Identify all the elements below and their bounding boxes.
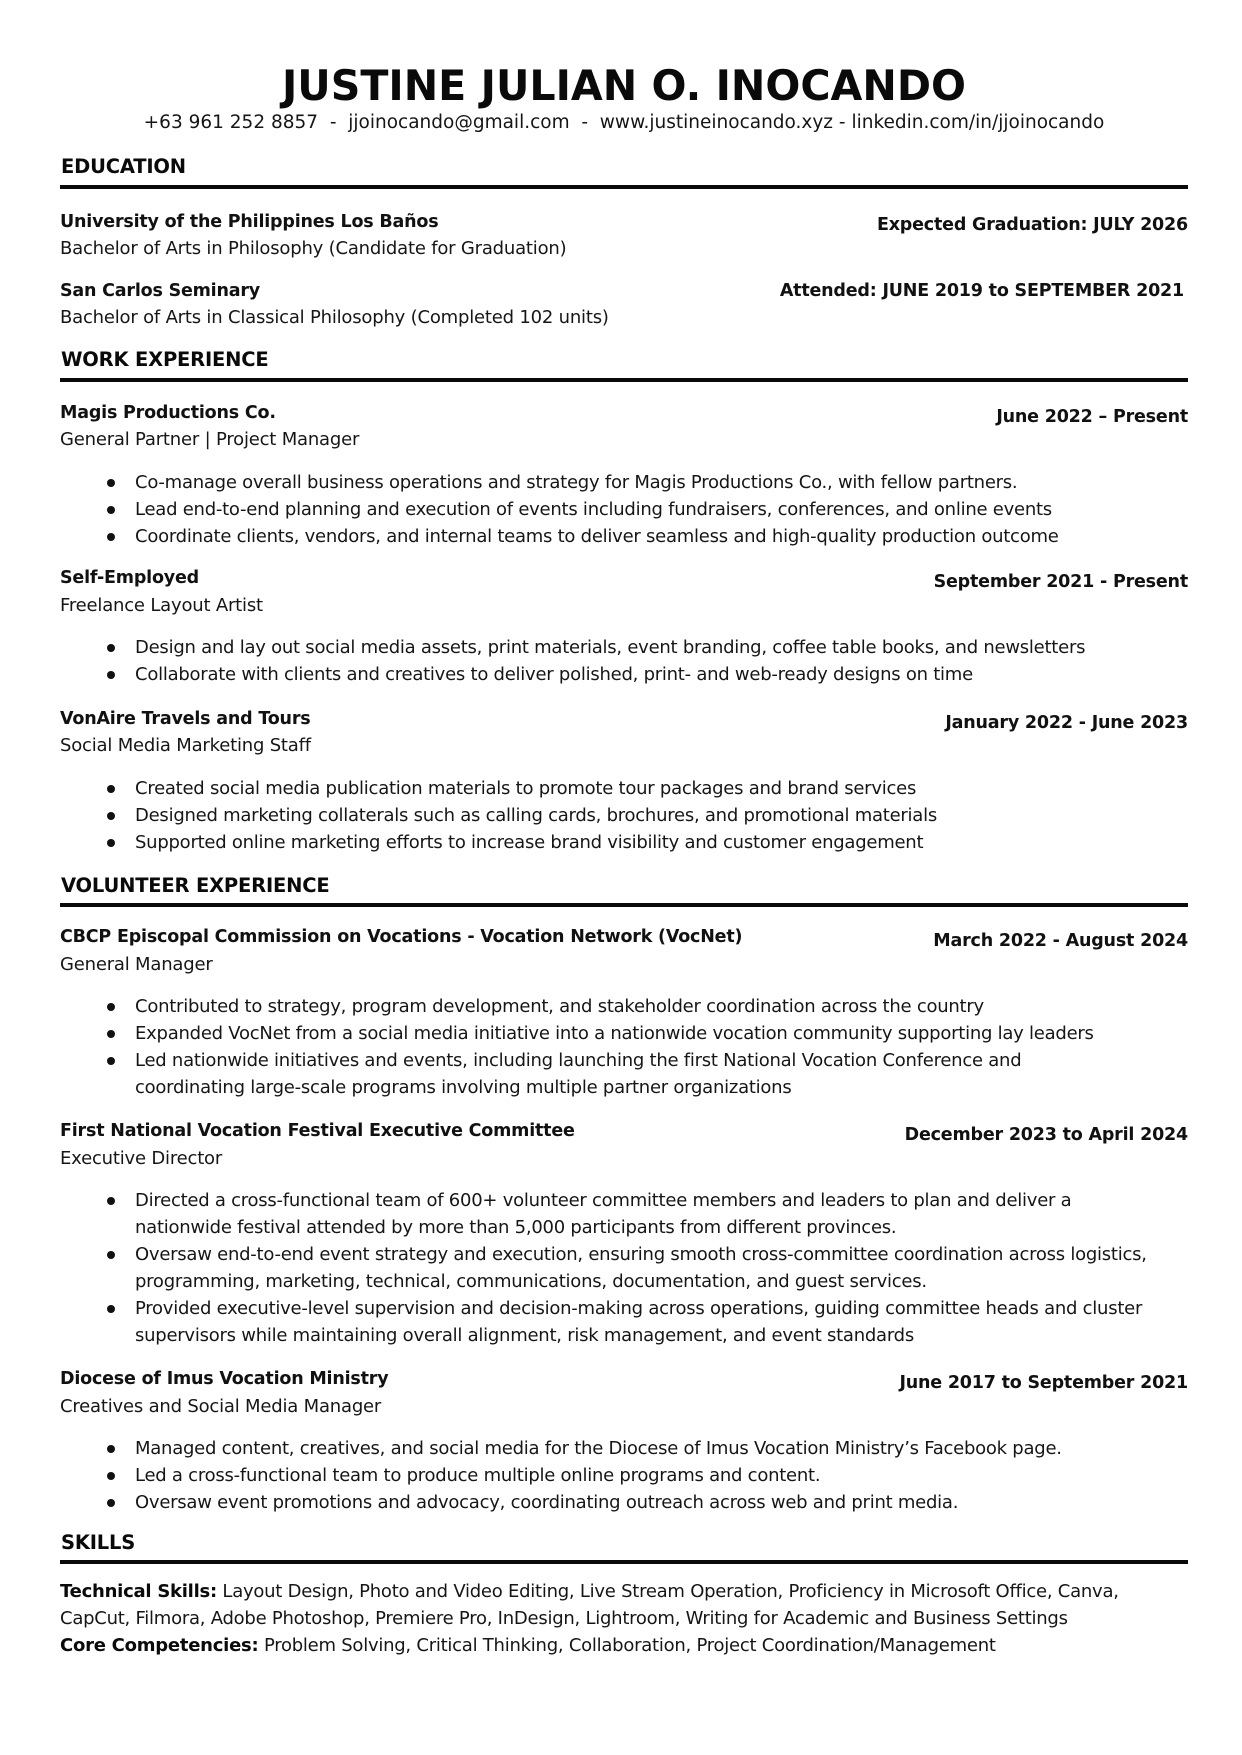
volunteer-org: Diocese of Imus Vocation Ministry: [60, 1369, 389, 1389]
bullet-item: Oversaw end-to-end event strategy and execution, ensuring smooth cross-committee coordination across logistics, programming, marketing, technical, communications, documentation, and guest services.: [107, 1241, 1172, 1295]
bullet-item: Expanded VocNet from a social media initiative into a nationwide vocation community supporting lay leaders: [107, 1020, 1167, 1047]
job-company: Self-Employed: [60, 568, 199, 588]
core-competencies-value: Problem Solving, Critical Thinking, Collaboration, Project Coordination/Management: [263, 1635, 996, 1656]
bullet-item: Led a cross-functional team to produce multiple online programs and content.: [107, 1462, 1167, 1489]
bullet-item: Oversaw event promotions and advocacy, coordinating outreach across web and print media.: [107, 1489, 1167, 1516]
bullet-dot-icon: [107, 506, 115, 514]
job-title: General Partner | Project Manager: [60, 429, 360, 450]
job-company: Magis Productions Co.: [60, 403, 276, 423]
bullet-item: Supported online marketing efforts to increase brand visibility and customer engagement: [107, 829, 1167, 856]
bullet-dot-icon: [107, 1472, 115, 1480]
job-bullets: [107, 775, 1167, 856]
bullet-item: Led nationwide initiatives and events, including launching the first National Vocation Conference and coordinating large-scale programs involving multiple partner organizations: [107, 1047, 1167, 1101]
job-title: Freelance Layout Artist: [60, 595, 263, 616]
bullet-item: Designed marketing collaterals such as calling cards, brochures, and promotional materials: [107, 802, 1167, 829]
education-degree: Bachelor of Arts in Classical Philosophy (Completed 102 units): [60, 307, 609, 328]
job-date: September 2021 - Present: [933, 572, 1188, 592]
job-company: VonAire Travels and Tours: [60, 709, 311, 729]
bullet-dot-icon: [107, 533, 115, 541]
bullet-dot-icon: [107, 1197, 115, 1205]
candidate-name: JUSTINE JULIAN O. INOCANDO: [281, 61, 967, 110]
bullet-dot-icon: [107, 1445, 115, 1453]
section-divider: [60, 185, 1188, 189]
bullet-item: Lead end-to-end planning and execution of events including fundraisers, conferences, and online events: [107, 496, 1167, 523]
education-date: Attended: JUNE 2019 to SEPTEMBER 2021: [779, 281, 1184, 301]
bullet-dot-icon: [107, 785, 115, 793]
bullet-item: Design and lay out social media assets, print materials, event branding, coffee table books, and newsletters: [107, 634, 1167, 661]
volunteer-org: First National Vocation Festival Executive Committee: [60, 1121, 575, 1141]
volunteer-org: CBCP Episcopal Commission on Vocations - Vocation Network (VocNet): [60, 927, 743, 947]
bullet-dot-icon: [107, 1499, 115, 1507]
bullet-item: Managed content, creatives, and social media for the Diocese of Imus Vocation Ministry’s Facebook page.: [107, 1435, 1167, 1462]
skills-block: [60, 1578, 1188, 1659]
job-bullets: [107, 634, 1167, 688]
contact-line: +63 961 252 8857 - jjoinocando@gmail.com - www.justineinocando.xyz - linkedin.com/in/jjoinocando: [143, 112, 1105, 133]
bullet-item: Contributed to strategy, program development, and stakeholder coordination across the country: [107, 993, 1167, 1020]
volunteer-date: March 2022 - August 2024: [933, 931, 1188, 951]
job-date: June 2022 – Present: [996, 407, 1188, 427]
job-title: Social Media Marketing Staff: [60, 735, 311, 756]
bullet-item: Co-manage overall business operations and strategy for Magis Productions Co., with fellow partners.: [107, 469, 1167, 496]
education-school: San Carlos Seminary: [60, 281, 260, 301]
job-date: January 2022 - June 2023: [945, 713, 1188, 733]
bullet-item: Created social media publication materials to promote tour packages and brand services: [107, 775, 1167, 802]
bullet-dot-icon: [107, 671, 115, 679]
section-divider: [60, 378, 1188, 382]
bullet-item: Coordinate clients, vendors, and internal teams to deliver seamless and high-quality production outcome: [107, 523, 1167, 550]
section-title-education: EDUCATION: [61, 155, 186, 178]
section-divider: [60, 1560, 1188, 1564]
technical-skills: [60, 1578, 1188, 1632]
section-title-volunteer: VOLUNTEER EXPERIENCE: [61, 874, 330, 897]
education-school: University of the Philippines Los Baños: [60, 212, 439, 232]
volunteer-bullets: [107, 993, 1167, 1101]
education-degree: Bachelor of Arts in Philosophy (Candidate for Graduation): [60, 238, 567, 259]
volunteer-date: December 2023 to April 2024: [904, 1125, 1188, 1145]
volunteer-date: June 2017 to September 2021: [899, 1373, 1188, 1393]
bullet-dot-icon: [107, 1030, 115, 1038]
core-competencies-label: Core Competencies:: [60, 1635, 259, 1656]
bullet-dot-icon: [107, 1057, 115, 1065]
technical-skills-value: Layout Design, Photo and Video Editing, Live Stream Operation, Proficiency in Microsoft Office, Canva, CapCut, Filmora, Adobe Photoshop, Premiere Pro, InDesign, Lightroom, Writing for Academic and Business Settings: [60, 1581, 1119, 1629]
bullet-item: Provided executive-level supervision and decision-making across operations, guiding committee heads and cluster supervisors while maintaining overall alignment, risk management, and event standards: [107, 1295, 1172, 1349]
bullet-dot-icon: [107, 1003, 115, 1011]
bullet-dot-icon: [107, 1305, 115, 1313]
bullet-dot-icon: [107, 644, 115, 652]
volunteer-role: Executive Director: [60, 1148, 223, 1169]
bullet-item: Collaborate with clients and creatives to deliver polished, print- and web-ready designs on time: [107, 661, 1167, 688]
section-divider: [60, 903, 1188, 907]
section-title-work: WORK EXPERIENCE: [61, 348, 269, 371]
technical-skills-label: Technical Skills:: [60, 1581, 217, 1602]
bullet-item: Directed a cross-functional team of 600+ volunteer committee members and leaders to plan and deliver a nationwide festival attended by more than 5,000 participants from different provinces.: [107, 1187, 1172, 1241]
volunteer-bullets: [107, 1187, 1172, 1349]
volunteer-role: General Manager: [60, 954, 213, 975]
volunteer-bullets: [107, 1435, 1167, 1516]
bullet-dot-icon: [107, 1251, 115, 1259]
bullet-dot-icon: [107, 812, 115, 820]
bullet-dot-icon: [107, 839, 115, 847]
volunteer-role: Creatives and Social Media Manager: [60, 1396, 382, 1417]
core-competencies: [60, 1632, 1188, 1659]
job-bullets: [107, 469, 1167, 550]
section-title-skills: SKILLS: [61, 1531, 136, 1554]
bullet-dot-icon: [107, 479, 115, 487]
education-date: Expected Graduation: JULY 2026: [876, 215, 1188, 235]
